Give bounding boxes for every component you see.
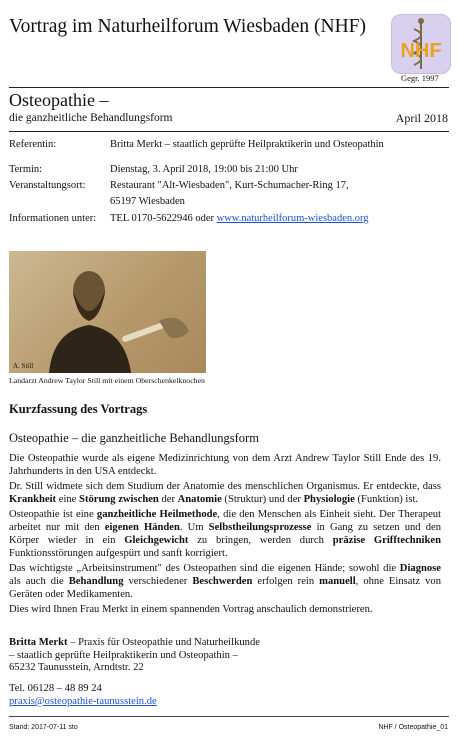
phone: Tel. 06128 – 48 89 24 (9, 683, 102, 694)
section-subheading: Osteopathie – die ganzheitliche Behandlungsform (9, 431, 259, 445)
venue-line2: 65197 Wiesbaden (110, 196, 185, 207)
venue-line1: Restaurant "Alt-Wiesbaden", Kurt-Schumacher-Ring 17, (110, 180, 349, 191)
caduceus-logo-icon (392, 15, 450, 73)
contact-phone: TEL 0170-5622946 oder (110, 213, 215, 224)
portrait-illustration (9, 251, 206, 373)
founded-label: Gegr. 1997 (401, 73, 439, 83)
speaker-value: Britta Merkt – staatlich geprüfte Heilpraktikerin und Osteopathin (110, 139, 384, 150)
paragraph: Das wichtigste „Arbeitsinstrument" des Osteopathen sind die eigenen Hände; sowohl die Diagnose als auch die Behandlung verschiedener Beschwerden erfolgen rein manuell, ohne Einsatz von Geräten oder Medikamenten. (9, 563, 442, 600)
paragraph: Die Osteopathie wurde als eigene Medizinrichtung von dem Arzt Andrew Taylor Still Ende des 19. Jahrhunderts in den USA entdeckt. (9, 453, 441, 477)
email-link[interactable]: praxis@osteopathie-taunusstein.de (9, 696, 157, 707)
footer-left: Stand: 2017-07-11 sto (9, 724, 78, 731)
contact-block (9, 682, 157, 708)
summary-body (9, 452, 441, 618)
photo-caption: Landarzt Andrew Taylor Still mit einem Oberschenkelknochen (9, 376, 205, 385)
footer-divider (9, 716, 449, 717)
date-value: Dienstag, 3. April 2018, 19:00 bis 21:00 Uhr (110, 164, 298, 175)
venue-label: Veranstaltungsort: (9, 180, 86, 191)
signature-block (9, 637, 260, 675)
divider (9, 131, 449, 132)
section-heading: Kurzfassung des Vortrags (9, 402, 148, 416)
logo-text: NHF (400, 40, 442, 62)
paragraph: Dies wird Ihnen Frau Merkt in einem spannenden Vortrag anschaulich demonstrieren. (9, 604, 373, 615)
website-link[interactable]: www.naturheilforum-wiesbaden.org (216, 213, 369, 224)
photo-inscription: A. Still (13, 362, 34, 370)
contact-value (110, 213, 369, 224)
paragraph: Dr. Still widmete sich dem Studium der Anatomie des menschlichen Organismus. Er entdeckte, dass Krankheit eine Störung zwischen der Anatomie (Struktur) und der Physiologie (Funktion) ist. (9, 481, 441, 505)
portrait-photo (9, 251, 206, 373)
topic-title: Osteopathie – (9, 90, 109, 110)
date-label: Termin: (9, 164, 43, 175)
signature-line2: – staatlich geprüfte Heilpraktikerin und Osteopathin – (9, 649, 238, 661)
event-month: April 2018 (395, 111, 448, 125)
paragraph: Osteopathie ist eine ganzheitliche Heilmethode, die den Menschen als Einheit sieht. Der Therapeut arbeitet nur mit den eigenen Händen. Um Selbstheilungsprozesse in Gang zu setzen und den Körper wieder in ein Gleichgewicht zu bringen, werden durch präzise Grifftechniken Funktionsstörungen aufgespürt und sanft korrigiert. (9, 509, 442, 559)
footer-right: NHF / Osteopathie_01 (378, 724, 448, 731)
divider (9, 87, 449, 88)
signature-line3: 65232 Taunusstein, Arndtstr. 22 (9, 662, 144, 673)
nhf-logo (391, 14, 451, 74)
signature-line1: Britta Merkt – Praxis für Osteopathie und Naturheilkunde (9, 637, 260, 648)
topic-subtitle: die ganzheitliche Behandlungsform (9, 112, 173, 124)
page-title: Vortrag im Naturheilforum Wiesbaden (NHF) (9, 16, 366, 37)
contact-label: Informationen unter: (9, 213, 97, 224)
speaker-label: Referentin: (9, 139, 57, 150)
